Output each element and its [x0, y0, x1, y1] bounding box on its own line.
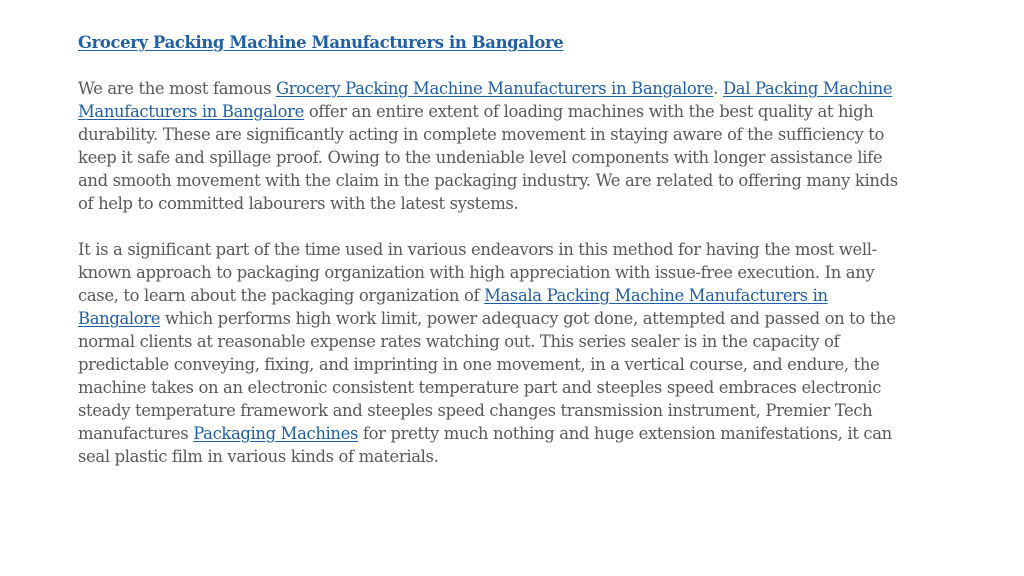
packaging-machines-link[interactable]: Packaging Machines [193, 424, 359, 443]
masala-packing-link[interactable]: Masala Packing Machine Manufacturers in Bangalore [78, 286, 828, 328]
paragraph-1-text-2: . [713, 79, 724, 98]
paragraph-1-text-1: We are the most famous [78, 79, 276, 98]
paragraph-2-text-1: It is a significant part of the time used in various endeavors in this method for having the most well-known approach to packaging organization with high appreciation with issue-free execution. In any case, to learn about the packaging organization of [78, 240, 877, 305]
dal-packing-link[interactable]: Dal Packing Machine Manufacturers in Bangalore [78, 79, 893, 121]
title-link[interactable]: Grocery Packing Machine Manufacturers in Bangalore [78, 33, 564, 52]
paragraph-2 [78, 238, 898, 468]
paragraph-1 [78, 77, 898, 215]
paragraph-2-text-3: for pretty much nothing and huge extension manifestations, it can seal plastic film in various kinds of materials. [78, 424, 892, 466]
paragraph-1-text-3: offer an entire extent of loading machines with the best quality at high durability. These are significantly acting in complete movement in staying aware of the sufficiency to keep it safe and spillage proof. Owing to the undeniable level components with longer assistance life and smooth movement with the claim in the packaging industry. We are related to offering many kinds of help to committed labourers with the latest systems. [78, 102, 898, 213]
grocery-packing-link[interactable]: Grocery Packing Machine Manufacturers in Bangalore [276, 79, 714, 98]
paragraph-2-text-2: which performs high work limit, power adequacy got done, attempted and passed on to the normal clients at reasonable expense rates watching out. This series sealer is in the capacity of predictable conveying, fixing, and imprinting in one movement, in a vertical course, and endure, the machine takes on an electronic consistent temperature part and steeples speed embraces electronic steady temperature framework and steeples speed changes transmission instrument, Premier Tech manufactures [78, 309, 896, 443]
page-title [78, 31, 898, 54]
document-body [78, 31, 898, 468]
paragraph-spacer [78, 215, 898, 238]
